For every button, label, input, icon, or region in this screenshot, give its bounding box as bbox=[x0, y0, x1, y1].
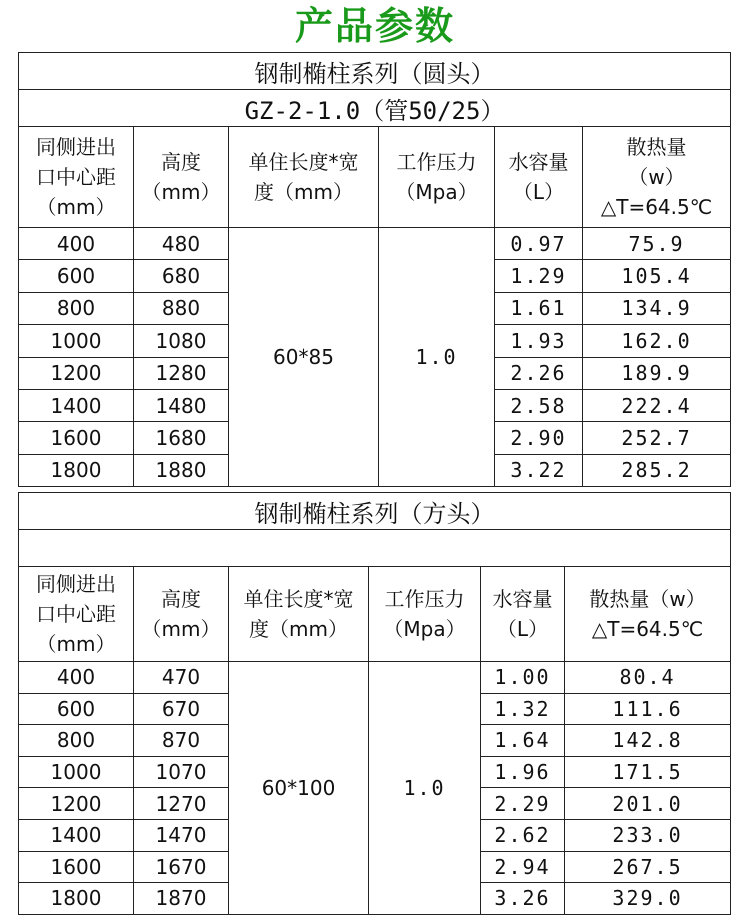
cell-water: 2.26 bbox=[495, 357, 583, 389]
cell-water: 2.29 bbox=[481, 788, 565, 820]
cell-heat: 189.9 bbox=[583, 357, 731, 389]
cell-water: 2.94 bbox=[481, 851, 565, 883]
cell-height: 480 bbox=[134, 228, 229, 260]
table-subtitle bbox=[19, 530, 731, 567]
table-subtitle: GZ-2-1.0（管50/25） bbox=[19, 90, 731, 127]
cell-height: 1080 bbox=[134, 325, 229, 357]
cell-height: 1470 bbox=[134, 819, 229, 851]
cell-water: 1.00 bbox=[481, 662, 565, 694]
header-water-capacity: 水容量 （L） bbox=[481, 567, 565, 662]
header-height: 高度 （mm） bbox=[134, 567, 229, 662]
header-size: 单住长度*宽 度（mm） bbox=[229, 127, 379, 228]
table-title: 钢制椭柱系列（方头） bbox=[19, 493, 731, 530]
cell-water: 1.61 bbox=[495, 292, 583, 324]
cell-distance: 1200 bbox=[19, 357, 134, 389]
header-pressure: 工作压力 （Mpa） bbox=[369, 567, 481, 662]
cell-heat: 80.4 bbox=[565, 662, 731, 694]
cell-distance: 600 bbox=[19, 693, 134, 725]
cell-size: 60*85 bbox=[229, 228, 379, 487]
table-title: 钢制椭柱系列（圆头） bbox=[19, 53, 731, 90]
header-size: 单住长度*宽 度（mm） bbox=[229, 567, 369, 662]
cell-heat: 233.0 bbox=[565, 819, 731, 851]
cell-water: 1.32 bbox=[481, 693, 565, 725]
cell-height: 680 bbox=[134, 260, 229, 292]
cell-water: 0.97 bbox=[495, 228, 583, 260]
cell-distance: 1400 bbox=[19, 819, 134, 851]
cell-heat: 105.4 bbox=[583, 260, 731, 292]
table-row bbox=[19, 662, 731, 694]
cell-distance: 400 bbox=[19, 662, 134, 694]
cell-height: 1480 bbox=[134, 389, 229, 421]
cell-height: 1680 bbox=[134, 422, 229, 454]
cell-pressure: 1.0 bbox=[379, 228, 495, 487]
round-head-spec-table bbox=[18, 52, 731, 487]
cell-height: 1670 bbox=[134, 851, 229, 883]
cell-heat: 222.4 bbox=[583, 389, 731, 421]
cell-height: 470 bbox=[134, 662, 229, 694]
cell-distance: 800 bbox=[19, 292, 134, 324]
cell-distance: 400 bbox=[19, 228, 134, 260]
cell-water: 1.29 bbox=[495, 260, 583, 292]
table-row bbox=[19, 228, 731, 260]
cell-distance: 1800 bbox=[19, 883, 134, 915]
cell-distance: 1000 bbox=[19, 756, 134, 788]
cell-distance: 1400 bbox=[19, 389, 134, 421]
cell-heat: 267.5 bbox=[565, 851, 731, 883]
header-distance: 同侧进出 口中心距 （mm） bbox=[19, 567, 134, 662]
cell-distance: 600 bbox=[19, 260, 134, 292]
header-distance: 同侧进出 口中心距 （mm） bbox=[19, 127, 134, 228]
cell-water: 1.93 bbox=[495, 325, 583, 357]
cell-water: 2.90 bbox=[495, 422, 583, 454]
page-title: 产品参数 bbox=[294, 4, 455, 48]
header-pressure: 工作压力 （Mpa） bbox=[379, 127, 495, 228]
header-heat-output: 散热量（w） △T=64.5℃ bbox=[565, 567, 731, 662]
cell-water: 2.58 bbox=[495, 389, 583, 421]
square-head-spec-table bbox=[18, 492, 731, 915]
cell-water: 1.96 bbox=[481, 756, 565, 788]
cell-height: 1070 bbox=[134, 756, 229, 788]
cell-distance: 800 bbox=[19, 725, 134, 757]
cell-heat: 111.6 bbox=[565, 693, 731, 725]
cell-height: 1270 bbox=[134, 788, 229, 820]
cell-heat: 134.9 bbox=[583, 292, 731, 324]
cell-heat: 329.0 bbox=[565, 883, 731, 915]
cell-distance: 1200 bbox=[19, 788, 134, 820]
cell-height: 870 bbox=[134, 725, 229, 757]
cell-heat: 252.7 bbox=[583, 422, 731, 454]
cell-distance: 1800 bbox=[19, 454, 134, 486]
cell-height: 1280 bbox=[134, 357, 229, 389]
cell-size: 60*100 bbox=[229, 662, 369, 915]
cell-water: 3.22 bbox=[495, 454, 583, 486]
cell-height: 880 bbox=[134, 292, 229, 324]
cell-height: 670 bbox=[134, 693, 229, 725]
cell-distance: 1000 bbox=[19, 325, 134, 357]
cell-distance: 1600 bbox=[19, 851, 134, 883]
cell-water: 2.62 bbox=[481, 819, 565, 851]
cell-heat: 162.0 bbox=[583, 325, 731, 357]
cell-heat: 142.8 bbox=[565, 725, 731, 757]
cell-heat: 171.5 bbox=[565, 756, 731, 788]
cell-heat: 201.0 bbox=[565, 788, 731, 820]
header-water-capacity: 水容量 （L） bbox=[495, 127, 583, 228]
cell-height: 1870 bbox=[134, 883, 229, 915]
cell-water: 1.64 bbox=[481, 725, 565, 757]
cell-heat: 285.2 bbox=[583, 454, 731, 486]
header-heat-output: 散热量 （w） △T=64.5℃ bbox=[583, 127, 731, 228]
header-height: 高度 （mm） bbox=[134, 127, 229, 228]
cell-water: 3.26 bbox=[481, 883, 565, 915]
cell-height: 1880 bbox=[134, 454, 229, 486]
cell-heat: 75.9 bbox=[583, 228, 731, 260]
cell-distance: 1600 bbox=[19, 422, 134, 454]
cell-pressure: 1.0 bbox=[369, 662, 481, 915]
